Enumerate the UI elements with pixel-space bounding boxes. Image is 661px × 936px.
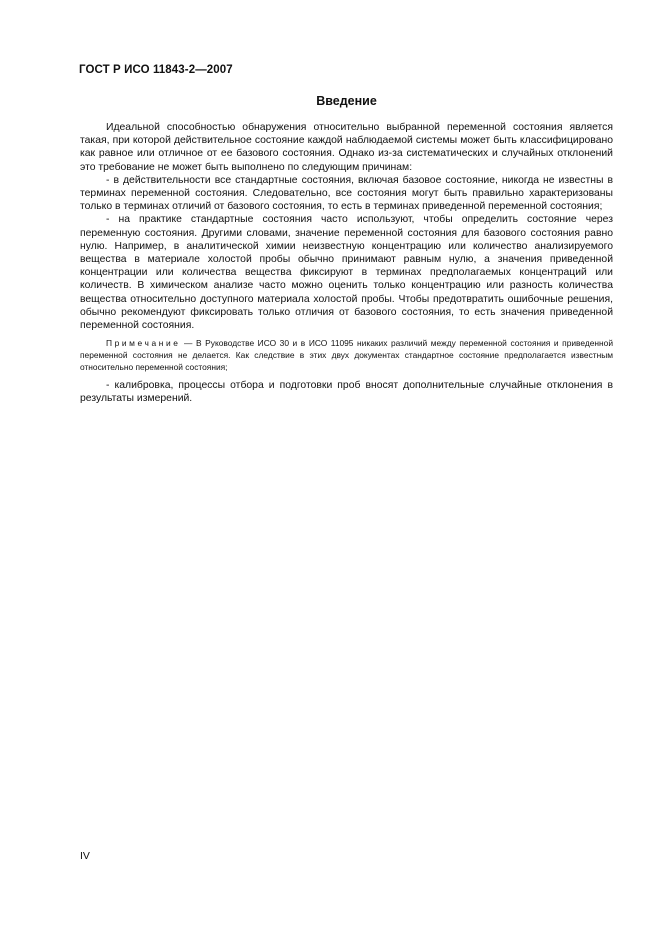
note-label: Примечание bbox=[106, 338, 181, 349]
note bbox=[80, 337, 613, 373]
section-title: Введение bbox=[316, 94, 377, 108]
paragraph-reason-3: - калибровка, процессы отбора и подготовки проб вносят дополнительные случайные отклонения в результаты измерений. bbox=[80, 380, 613, 405]
paragraph-intro: Идеальной способностью обнаружения относительно выбранной переменной состояния является такая, при которой действительное состояние каждой наблюдаемой системы может быть классифицировано как равное или отличное от ее базового состояния. Однако из-за систематических и случайных отклонений это требование не может быть выполнено по следующим причинам: bbox=[80, 122, 613, 173]
paragraph-reason-2: - на практике стандартные состояния часто используют, чтобы определить состояние через переменную состояния. Другими словами, значение переменной состояния для базового состояния равно нулю. Например, в аналитической химии неизвестную концентрацию или количество анализируемого вещества в материале холостой пробы обычно принимают равным нулю, а значения приведенной концентрации или количества вещества фиксируют в терминах предполагаемых концентраций или количеств. В химическом анализе часто можно оценить только концентрацию или разность количества вещества относительно доступного материала холостой пробы. Чтобы предотвратить ошибочные решения, обычно рекомендуют фиксировать только отличия от базового состояния, то есть значения приведенной переменной состояния. bbox=[80, 214, 613, 332]
page-number: IV bbox=[80, 850, 90, 862]
document-header: ГОСТ Р ИСО 11843-2—2007 bbox=[79, 64, 233, 76]
document-body bbox=[80, 121, 613, 406]
note-text: — В Руководстве ИСО 30 и в ИСО 11095 никаких различий между переменной состояния и приведенной переменной состояния не делается. Как следствие в этих двух документах стандартное состояние предполагается известным относительно переменной состояния; bbox=[80, 338, 613, 373]
paragraph-reason-1: - в действительности все стандартные состояния, включая базовое состояние, никогда не известны в терминах переменной состояния. Следовательно, все состояния могут быть правильно характеризованы только в терминах отличий от базового состояния, то есть в терминах приведенной переменной состояния; bbox=[80, 174, 613, 213]
